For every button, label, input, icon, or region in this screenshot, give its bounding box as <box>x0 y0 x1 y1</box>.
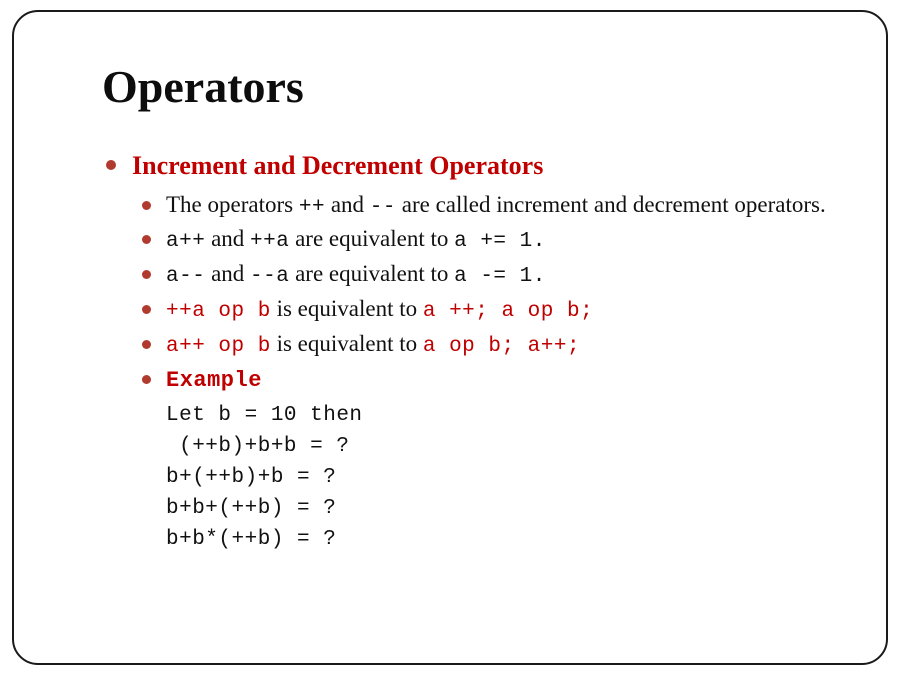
example-item <box>102 363 872 396</box>
bullet-icon <box>142 270 151 279</box>
bullet-text-1: a++ and ++a are equivalent to a += 1. <box>166 226 546 254</box>
code-line: b+(++b)+b = ? <box>166 465 337 489</box>
bullet-icon <box>142 340 151 349</box>
bullet-text-3: ++a op b is equivalent to a ++; a op b; <box>166 295 594 323</box>
bullet-text-4: a++ op b is equivalent to a op b; a++; <box>166 330 581 358</box>
code-line: b+b*(++b) = ? <box>166 528 337 552</box>
section-heading-label: Increment and Decrement Operators <box>132 151 544 180</box>
section-heading <box>102 150 872 183</box>
slide-content <box>102 150 872 555</box>
list-item <box>102 258 872 292</box>
code-line: b+b+(++b) = ? <box>166 497 337 521</box>
list-item <box>102 189 872 223</box>
example-label: Example <box>166 367 262 393</box>
bullet-icon <box>142 235 151 244</box>
list-item <box>102 223 872 257</box>
list-item <box>102 328 872 362</box>
code-line: Let b = 10 then <box>166 403 363 427</box>
slide-canvas <box>12 10 888 665</box>
example-code-block <box>102 400 872 555</box>
bullet-text-0: The operators ++ and -- are called increment and decrement operators. <box>166 191 826 219</box>
list-item <box>102 293 872 327</box>
bullet-text-2: a-- and --a are equivalent to a -= 1. <box>166 261 546 289</box>
bullet-icon <box>142 375 151 384</box>
bullet-icon <box>142 201 151 210</box>
bullet-icon <box>142 305 151 314</box>
page-title: Operators <box>102 61 304 112</box>
bullet-icon <box>106 160 116 170</box>
code-line: (++b)+b+b = ? <box>166 434 350 458</box>
